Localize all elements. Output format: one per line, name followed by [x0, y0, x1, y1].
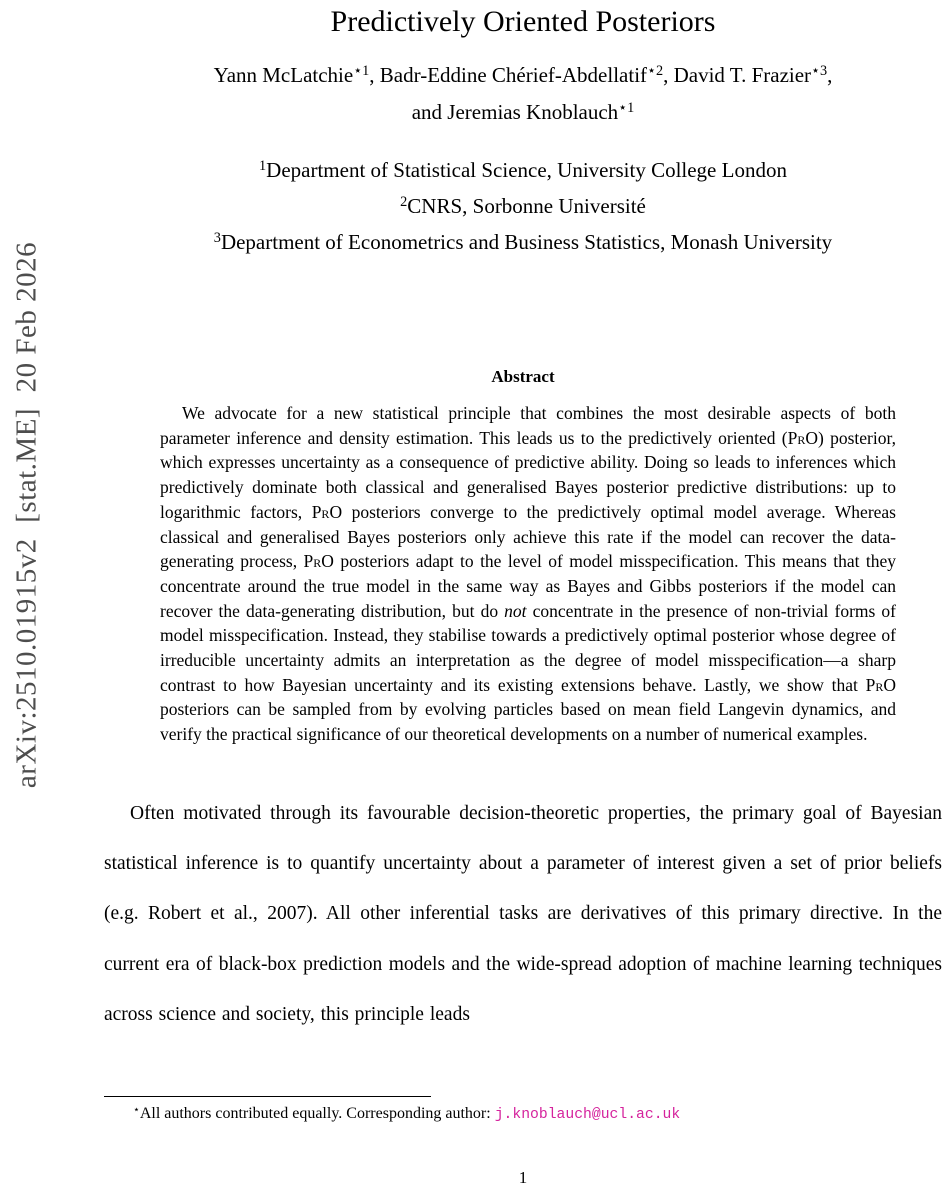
- page-number: 1: [518, 1168, 528, 1187]
- text-segment: ⋆1: [618, 99, 635, 116]
- author-list: [104, 58, 942, 132]
- text-segment: ⋆2: [647, 62, 664, 79]
- text-segment: PrO: [787, 427, 818, 448]
- text-segment: Department of Statistical Science, University College London: [266, 158, 787, 182]
- text-segment: , Badr-Eddine Chérief-Abdellatif: [369, 63, 648, 87]
- paper-title: Predictively Oriented Posteriors: [330, 5, 716, 38]
- author-line-1: [104, 58, 942, 95]
- text-segment: CNRS, Sorbonne Université: [407, 194, 646, 218]
- abstract-heading: Abstract: [491, 367, 555, 386]
- text-segment: ⋆: [133, 1103, 140, 1116]
- text-segment: ⋆3: [811, 62, 828, 79]
- text-segment: , David T. Frazier: [663, 63, 812, 87]
- arxiv-watermark: arXiv:2510.01915v2 [stat.ME] 20 Feb 2026: [10, 241, 43, 789]
- text-segment: 1: [259, 157, 267, 174]
- text-segment: All authors contributed equally. Corresponding author:: [139, 1105, 495, 1122]
- text-segment: ,: [827, 63, 833, 87]
- intro-paragraph: Often motivated through its favourable decision-theoretic properties, the primary goal of Bayesian statistical inference is to quantify uncertainty about a parameter of interest given a set of prior beliefs (e.g. Robert et al., 2007). All other inferential tasks are derivatives of this primary directive. In the current era of black-box prediction models and the wide-spread adoption of machine learning techniques across science and society, this principle leads: [104, 802, 942, 1026]
- text-segment: and Jeremias Knoblauch: [411, 100, 619, 124]
- footnote-rule: [104, 1096, 431, 1097]
- text-segment: ) posterior, which expresses uncertainty as a consequence of predictive ability. Doing so leads to inferences which predictively dominate both classical and generalised Bayes posterior predictive distributions: up to logarithmic factors,: [160, 427, 896, 522]
- affiliation-list: [104, 154, 942, 262]
- author-line-2: [104, 95, 942, 132]
- text-segment: not: [504, 600, 527, 621]
- paper-content: [104, 0, 942, 1200]
- text-segment: Department of Econometrics and Business Statistics, Monash University: [220, 230, 833, 254]
- text-segment: We advocate for a new statistical principle that combines the most desirable aspects of both parameter inference and density estimation. This leads us to the predictively oriented (: [160, 403, 896, 448]
- affiliation-cnrs: [104, 190, 942, 226]
- text-segment: posteriors can be sampled from by evolving particles based on mean field Langevin dynamics, and verify the practical significance of our theoretical developments on a number of numerical examples.: [160, 699, 896, 745]
- text-segment: 3: [213, 229, 221, 246]
- footnote-block: [104, 1096, 942, 1126]
- text-segment: PrO: [303, 551, 334, 572]
- text-segment: posteriors adapt to the level of model misspecification. This means that they concentrate around the true model in the same way as Bayes and Gibbs posteriors if the model can recover the data-generating distribution, but do: [160, 551, 896, 621]
- abstract-text: [160, 401, 896, 747]
- text-segment: Yann McLatchie: [213, 63, 354, 87]
- text-segment: 2: [400, 193, 408, 210]
- text-segment: concentrate in the presence of non-trivial forms of model misspecification. Instead, they stabilise towards a predictively optimal posterior whose degree of irreducible uncertainty admits an interpretation as the degree of model misspecification—a sharp contrast to how Bayesian uncertainty and its existing extensions behave. Lastly, we show that: [160, 600, 896, 695]
- text-segment: posteriors converge to the predictively optimal model average. Whereas classical and generalised Bayes posteriors only achieve this rate if the model can recover the data-generating process,: [160, 501, 896, 572]
- affiliation-ucl: [104, 154, 942, 190]
- affiliation-monash: [104, 226, 942, 262]
- footnote-text: [104, 1103, 942, 1126]
- text-segment: PrO: [311, 501, 343, 522]
- text-segment: PrO: [865, 674, 896, 695]
- text-segment: ⋆1: [353, 62, 370, 79]
- email-link[interactable]: j.knoblauch@ucl.ac.uk: [494, 1107, 681, 1123]
